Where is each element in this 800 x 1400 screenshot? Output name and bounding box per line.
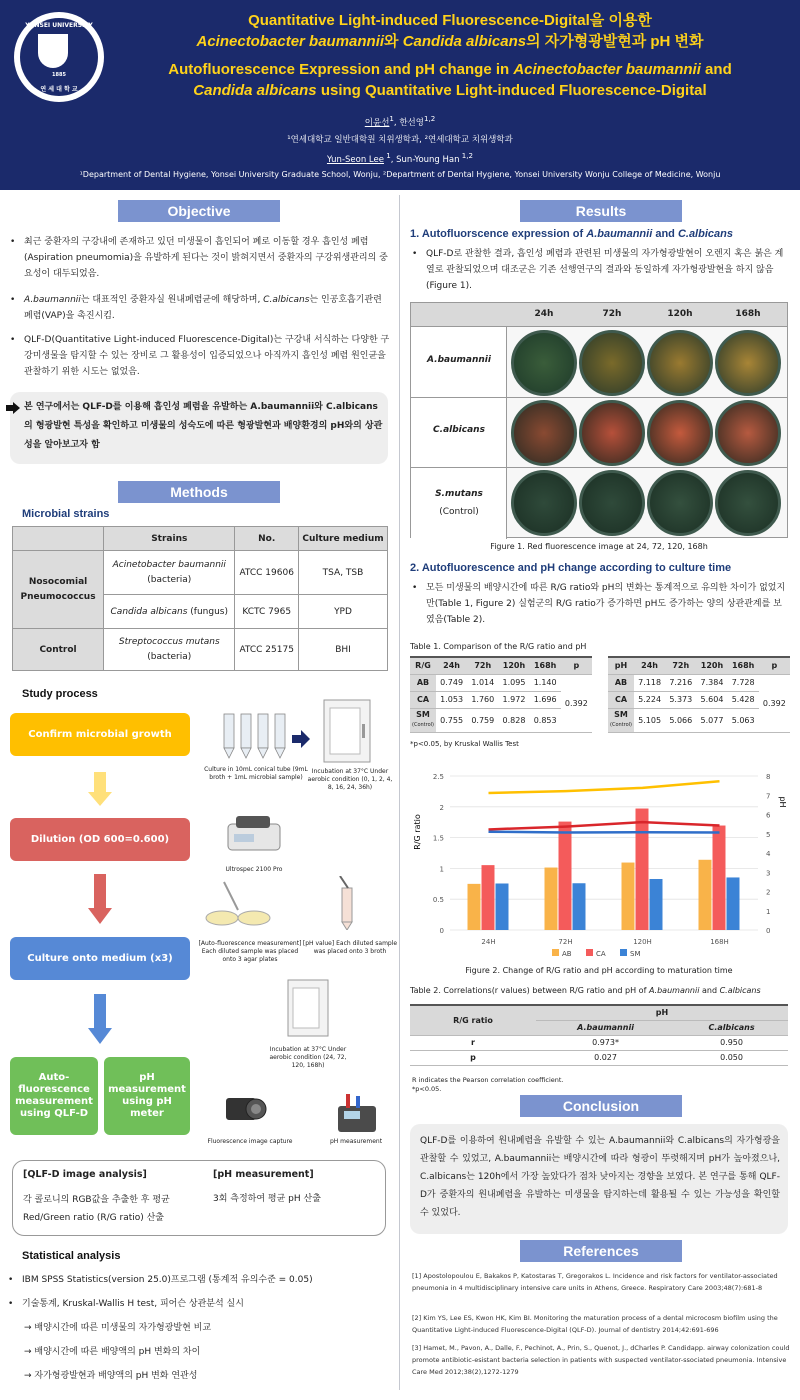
flow-dilution: Dilution (OD 600=0.600) [10,818,190,861]
dish-sm-24h [511,470,577,536]
agar-plates-icon [204,880,280,930]
figure2-caption: Figure 2. Change of R/G ratio and pH according to maturation time [465,966,733,975]
bar-ca-120h [636,809,649,930]
microbial-strains-heading: Microbial strains [22,508,110,520]
authors-en: Yun-Seon Lee $^1$, Sun-Young Han $^{1,2}$ [326,151,474,165]
row-control: (Control) [439,507,479,517]
table2-note-1: R indicates the Pearson correlation coefficient. [412,1076,564,1084]
arrow-down-icon [88,772,112,806]
stat-item-2: → 배양시간에 따른 배양액의 pH 변화의 차이 [24,1347,201,1357]
stat-bullet-2: • 기술통계, Kruskal-Wallis H test, 피어슨 상관분석 실시 [22,1296,392,1312]
group-nosocomial: Nosocomial Pneumococcus [13,551,104,629]
strain-ab: Acinetobacter baumannii (bacteria) [104,551,235,595]
flow-culture: Culture onto medium (x3) [10,937,190,980]
strain-ca-no: KCTC 7965 [235,595,299,629]
analysis-box [12,1160,386,1236]
reference-1: [1] Apostolopoulou E, Bakakos P, Katostaras T, Gregorakos L. Incidence and risk factors for ventilator-associated pneumonia in 4 multidisciplinary intensive care units in Athens, Greece. Respiratory Care 2003;48(7):681-8 [412,1272,778,1292]
table1-ph-p: 0.392 [759,674,790,732]
row-sm: S.mutans [435,489,483,499]
result-heading-1: 1. Autofluorscence expression of A.baumannii and C.albicans [410,228,733,240]
y2-tick-label: 7 [766,792,771,801]
conclusion-text: QLF-D를 이용하여 원내폐렴을 유발할 수 있는 A.baumannii와 C.albicans의 자가형광을 관찰할 수 있었고, A.baumannii는 배양시간에 따라 형광이 뚜렷해지며 pH가 높아졌으나, C.albicans는 120h에서 가장 높았다가 점차 낮아지는 경향을 보였다. 본 연구를 통해 QLF-D가 중환자의 원내폐렴을 유발하는 미생물을 탐지하는데 활용될 수 있는 가능성을 확인할 수 있었다. [420,1136,780,1218]
row-ca: C.albicans [433,425,485,435]
logo-bottom-text: 연 세 대 학 교 [40,86,78,93]
y2-tick-label: 5 [766,830,771,839]
title-ko-line1: Quantitative Light-induced Fluorescence-Digital을 이용한 [248,12,652,29]
line-sm-ph [489,832,720,833]
y-tick-label: 1.5 [432,834,444,843]
legend-label: AB [562,950,572,958]
table1-note: *p<0.05, by Kruskal Wallis Test [410,740,519,748]
table2-note-2: *p<0.05. [412,1085,442,1093]
y-tick-label: 2 [439,803,444,812]
y2-tick-label: 8 [766,773,771,781]
strain-sm-no: ATCC 25175 [235,629,299,671]
conclusion-title: Conclusion [520,1095,682,1117]
col-168h: 168h [735,309,761,319]
legend-swatch [552,949,559,956]
dish-ab-120h [647,330,713,396]
bar-ab-24h [468,884,481,930]
y2-tick-label: 1 [766,907,771,916]
stat-item-1: → 배양시간에 따른 미생물의 자가형광발현 비교 [24,1323,212,1333]
strains-table [12,526,388,671]
bar-sm-72h [573,883,586,930]
conical-tubes-icon [222,712,290,762]
logo-year: 1885 [52,72,66,78]
autofluor-caption: [Auto-fluorescence measurement] Each diluted sample was placed onto 3 agar plates [198,940,302,963]
arrow-down-icon [88,994,112,1044]
qlf-analysis-heading: [QLF-D image analysis] [23,1169,147,1180]
arrow-down-icon [88,874,112,924]
objective-title: Objective [118,200,280,222]
y2-tick-label: 4 [766,850,771,858]
reference-3: [3] Hamet, M., Pavon, A., Dalle, F., Pechinot, A., Prin, S., Quenot, J., dCharles P. Candidapp. airway colonization could promote antibiotic-esistant bacteria selection in patients with suspected ventilator-ssociated pneumonia. Intensive Care Med 2012;38(2),1272-1279 [412,1344,790,1376]
incubator-icon [322,698,372,764]
table1-rg-p: 0.392 [561,674,592,732]
dish-ab-72h [579,330,645,396]
statistical-analysis-heading: Statistical analysis [22,1250,121,1262]
objective-bullet-2: • A.baumannii는 대표적인 중환자실 원내폐렴균에 해당하며, C.albicans는 인공호흡기관련 폐렴(VAP)을 촉진시킴. [24,292,392,324]
y-tick-label: 0 [439,927,444,935]
y-tick-label: 1 [439,865,444,874]
bar-sm-168h [727,877,740,930]
bar-ca-24h [482,865,495,930]
dish-ca-120h [647,400,713,466]
objective-bullet-1: • 최근 중환자의 구강내에 존재하고 있던 미생물이 흡인되어 폐로 이동할 경우 흡인성 폐렴(Aspiration pneumomia)을 유발하게 된다는 것이 밝혀지면서 중환자의 구강위생관리의 중요성이 대두되었음. [24,234,392,282]
incubation-caption-2: Incubation at 37°C Under aerobic condition (24, 72, 120, 168h) [269,1046,347,1069]
affiliation-ko: ¹연세대학교 일반대학원 치위생학과, ²연세대학교 치위생학과 [287,135,513,145]
strain-sm-medium: BHI [298,629,387,671]
arrow-right-icon [292,730,310,748]
dish-ca-168h [715,400,781,466]
strain-ca-medium: YPD [298,595,387,629]
column-divider [399,195,400,1390]
legend-label: SM [630,950,641,958]
x-tick-label: 120H [633,938,652,946]
bar-ab-120h [622,863,635,930]
incubator-icon [286,978,330,1038]
objective-statement: 본 연구에서는 QLF-D를 이용해 흡인성 폐렴을 유발하는 A.baumannii와 C.albicans의 형광발현 특성을 확인하고 미생물의 성숙도에 따른 형광발현과 배양환경의 pH와의 상관성을 알아보고자 함 [24,402,383,450]
strain-ab-no: ATCC 19606 [235,551,299,595]
qlf-analysis-text: 각 콜로니의 RGB값을 추출한 후 평균 Red/Green ratio (R/G ratio) 산출 [23,1195,170,1223]
title-en-line2: Candida albicans using Quantitative Light-induced Fluorescence-Digital [193,82,707,99]
strain-sm: Streptococcus mutans (bacteria) [104,629,235,671]
strain-ca: Candida albicans (fungus) [104,595,235,629]
table1-ph: pH 24h 72h 120h 168h p AB 7.118 7.216 7.384 7.728 0.392 CA 5.224 5.373 5.604 5.428 SM (Control) 5.105 5.066 5.077 5.063 [608,656,790,733]
affiliation-en: ¹Department of Dental Hygiene, Yonsei University Graduate School, Wonju, ²Department of Dental Hygiene, Yonsei University Wonju College of Medicine, Wonju [79,170,721,179]
table1-caption: Table 1. Comparison of the R/G ratio and pH [410,642,587,651]
bar-ca-168h [713,826,726,930]
y-tick-label: 2.5 [432,773,444,781]
figure1-caption: Figure 1. Red fluorescence image at 24, 72, 120, 168h [490,542,708,551]
figure1-grid [410,302,788,538]
ph-measurement-text: 3회 측정하여 평균 pH 산출 [213,1194,321,1204]
col-medium: Culture medium [298,527,387,551]
ph-meter-caption: pH measurement [329,1138,383,1145]
dish-sm-168h [715,470,781,536]
poster-header [0,0,800,190]
title-en-line1: Autofluorescence Expression and pH change in Acinectobacter baumannii and [168,61,732,78]
line-ca-ph [489,822,720,829]
x-tick-label: 24H [481,938,496,946]
bar-ab-168h [699,860,712,930]
arrow-right-icon [6,402,20,414]
bar-ab-72h [545,868,558,930]
col-72h: 72h [602,309,622,319]
dish-sm-72h [579,470,645,536]
chart-ylabel: R/G ratio [413,814,422,850]
dish-sm-120h [647,470,713,536]
objective-box [10,392,388,464]
logo-top-text: YONSEI UNIVERSITY [25,22,93,29]
stat-bullet-1: • IBM SPSS Statistics(version 25.0)프로그램 (통계적 유의수준 = 0.05) [22,1272,392,1288]
flow-confirm-growth: Confirm microbial growth [10,713,190,756]
results-title: Results [520,200,682,222]
fluor-capture-caption: Fluorescence image capture [207,1138,293,1145]
legend-swatch [620,949,627,956]
result-heading-2: 2. Autofluorescence and pH change according to culture time [410,562,732,574]
col-strains: Strains [104,527,235,551]
legend-swatch [586,949,593,956]
tube-caption: Culture in 10mL conical tube (9mL broth + 1mL microbial sample) [204,766,308,781]
methods-title: Methods [118,481,280,503]
reference-2: [2] Kim YS, Lee ES, Kwon HK, Kim BI. Monitoring the maturation process of a dental microcosm biofilm using the Quantitative Light-induced Fluorescence-Digital (QLF-D). Journal of dentistry 2014;42:691-696 [412,1314,778,1334]
references-title: References [520,1240,682,1262]
chart-y2label: pH [778,796,787,808]
x-tick-label: 72H [558,938,573,946]
bar-sm-24h [496,883,509,930]
objective-bullet-3: • QLF-D(Quantitative Light-induced Fluorescence-Digital)는 구강내 서식하는 다양한 구강미생물을 탐지할 수 있는 장비로 그 활용성이 입증되었으나 아직까지 흡인성 폐렴 원인균을 관찰하기 위한 시도는 없었음. [24,332,392,380]
figure2-chart [410,762,790,962]
incubation-caption-1: Incubation at 37°C Under aerobic condition (0, 1, 2, 4, 8, 16, 24, 36h) [307,768,393,791]
table2: R/G ratio pH A.baumannii C.albicans r 0.973* 0.950 p 0.027 0.050 [410,1004,788,1066]
stat-item-3: → 자가형광발현과 배양액의 pH 변화 연관성 [24,1371,198,1381]
col-no: No. [235,527,299,551]
col-24h: 24h [534,309,554,319]
yonsei-logo [14,12,104,102]
title-ko-line2: Acinectobacter baumannii와 Candida albicans의 자가형광발현과 pH 변화 [196,33,704,50]
result-bullet-1: • QLF-D로 관찰한 결과, 흡인성 폐렴과 관련된 미생물의 자가형광발현이 오렌지 혹은 붉은 계열로 관찰되었으며 대조군은 기존 선행연구의 결과와 동일하게 자가형광발현을 하지 않음(Figure 1). [426,246,786,294]
y2-tick-label: 6 [766,811,771,820]
ph-measurement-heading: [pH measurement] [213,1169,314,1180]
col-120h: 120h [667,309,693,319]
dish-ab-24h [511,330,577,396]
ph-meter-icon [332,1092,382,1134]
x-tick-label: 168H [710,938,729,946]
spectrophotometer-icon [226,812,282,852]
camera-icon [216,1088,268,1130]
row-ab: A.baumannii [427,355,491,365]
bar-sm-120h [650,879,663,930]
authors-ko: 이윤선$^1$, 한선영$^{1,2}$ [364,114,436,128]
shield-icon [38,34,68,68]
flow-ph-measurement: pH measurement using pH meter [104,1057,190,1135]
flow-autofluorescence: Auto-fluorescence measurement using QLF-D [10,1057,98,1135]
strain-ab-medium: TSA, TSB [298,551,387,595]
line-ab-ph [489,781,720,793]
dish-ca-24h [511,400,577,466]
pipette-tube-icon [336,876,358,930]
dish-ca-72h [579,400,645,466]
legend-label: CA [596,950,606,958]
ultrospec-caption: Ultrospec 2100 Pro [225,866,283,873]
dish-ab-168h [715,330,781,396]
study-process-heading: Study process [22,688,98,700]
result-bullet-2: • 모든 미생물의 배양시간에 따른 R/G ratio와 pH의 변화는 통계적으로 유의한 차이가 없었지만(Table 1, Figure 2) 실험군의 R/G ratio가 증가하면 pH도 증가하는 양의 상관관계를 보였음(Table 2). [426,580,786,628]
table1-rg: R/G 24h 72h 120h 168h p AB 0.749 1.014 1.095 1.140 0.392 CA 1.053 1.760 1.972 1.696 SM (Control) 0.755 0.759 0.828 0.853 [410,656,592,733]
conclusion-box [410,1124,788,1234]
y2-tick-label: 3 [766,869,771,878]
bar-ca-72h [559,822,572,930]
group-control: Control [13,629,104,671]
y2-tick-label: 0 [766,927,771,935]
table2-caption: Table 2. Correlations(r values) between R/G ratio and pH of A.baumannii and C.albicans [410,986,761,995]
y2-tick-label: 2 [766,888,771,897]
ph-value-caption: [pH value] Each diluted sample was placed onto 3 broth [302,940,398,955]
y-tick-label: 0.5 [432,896,444,905]
